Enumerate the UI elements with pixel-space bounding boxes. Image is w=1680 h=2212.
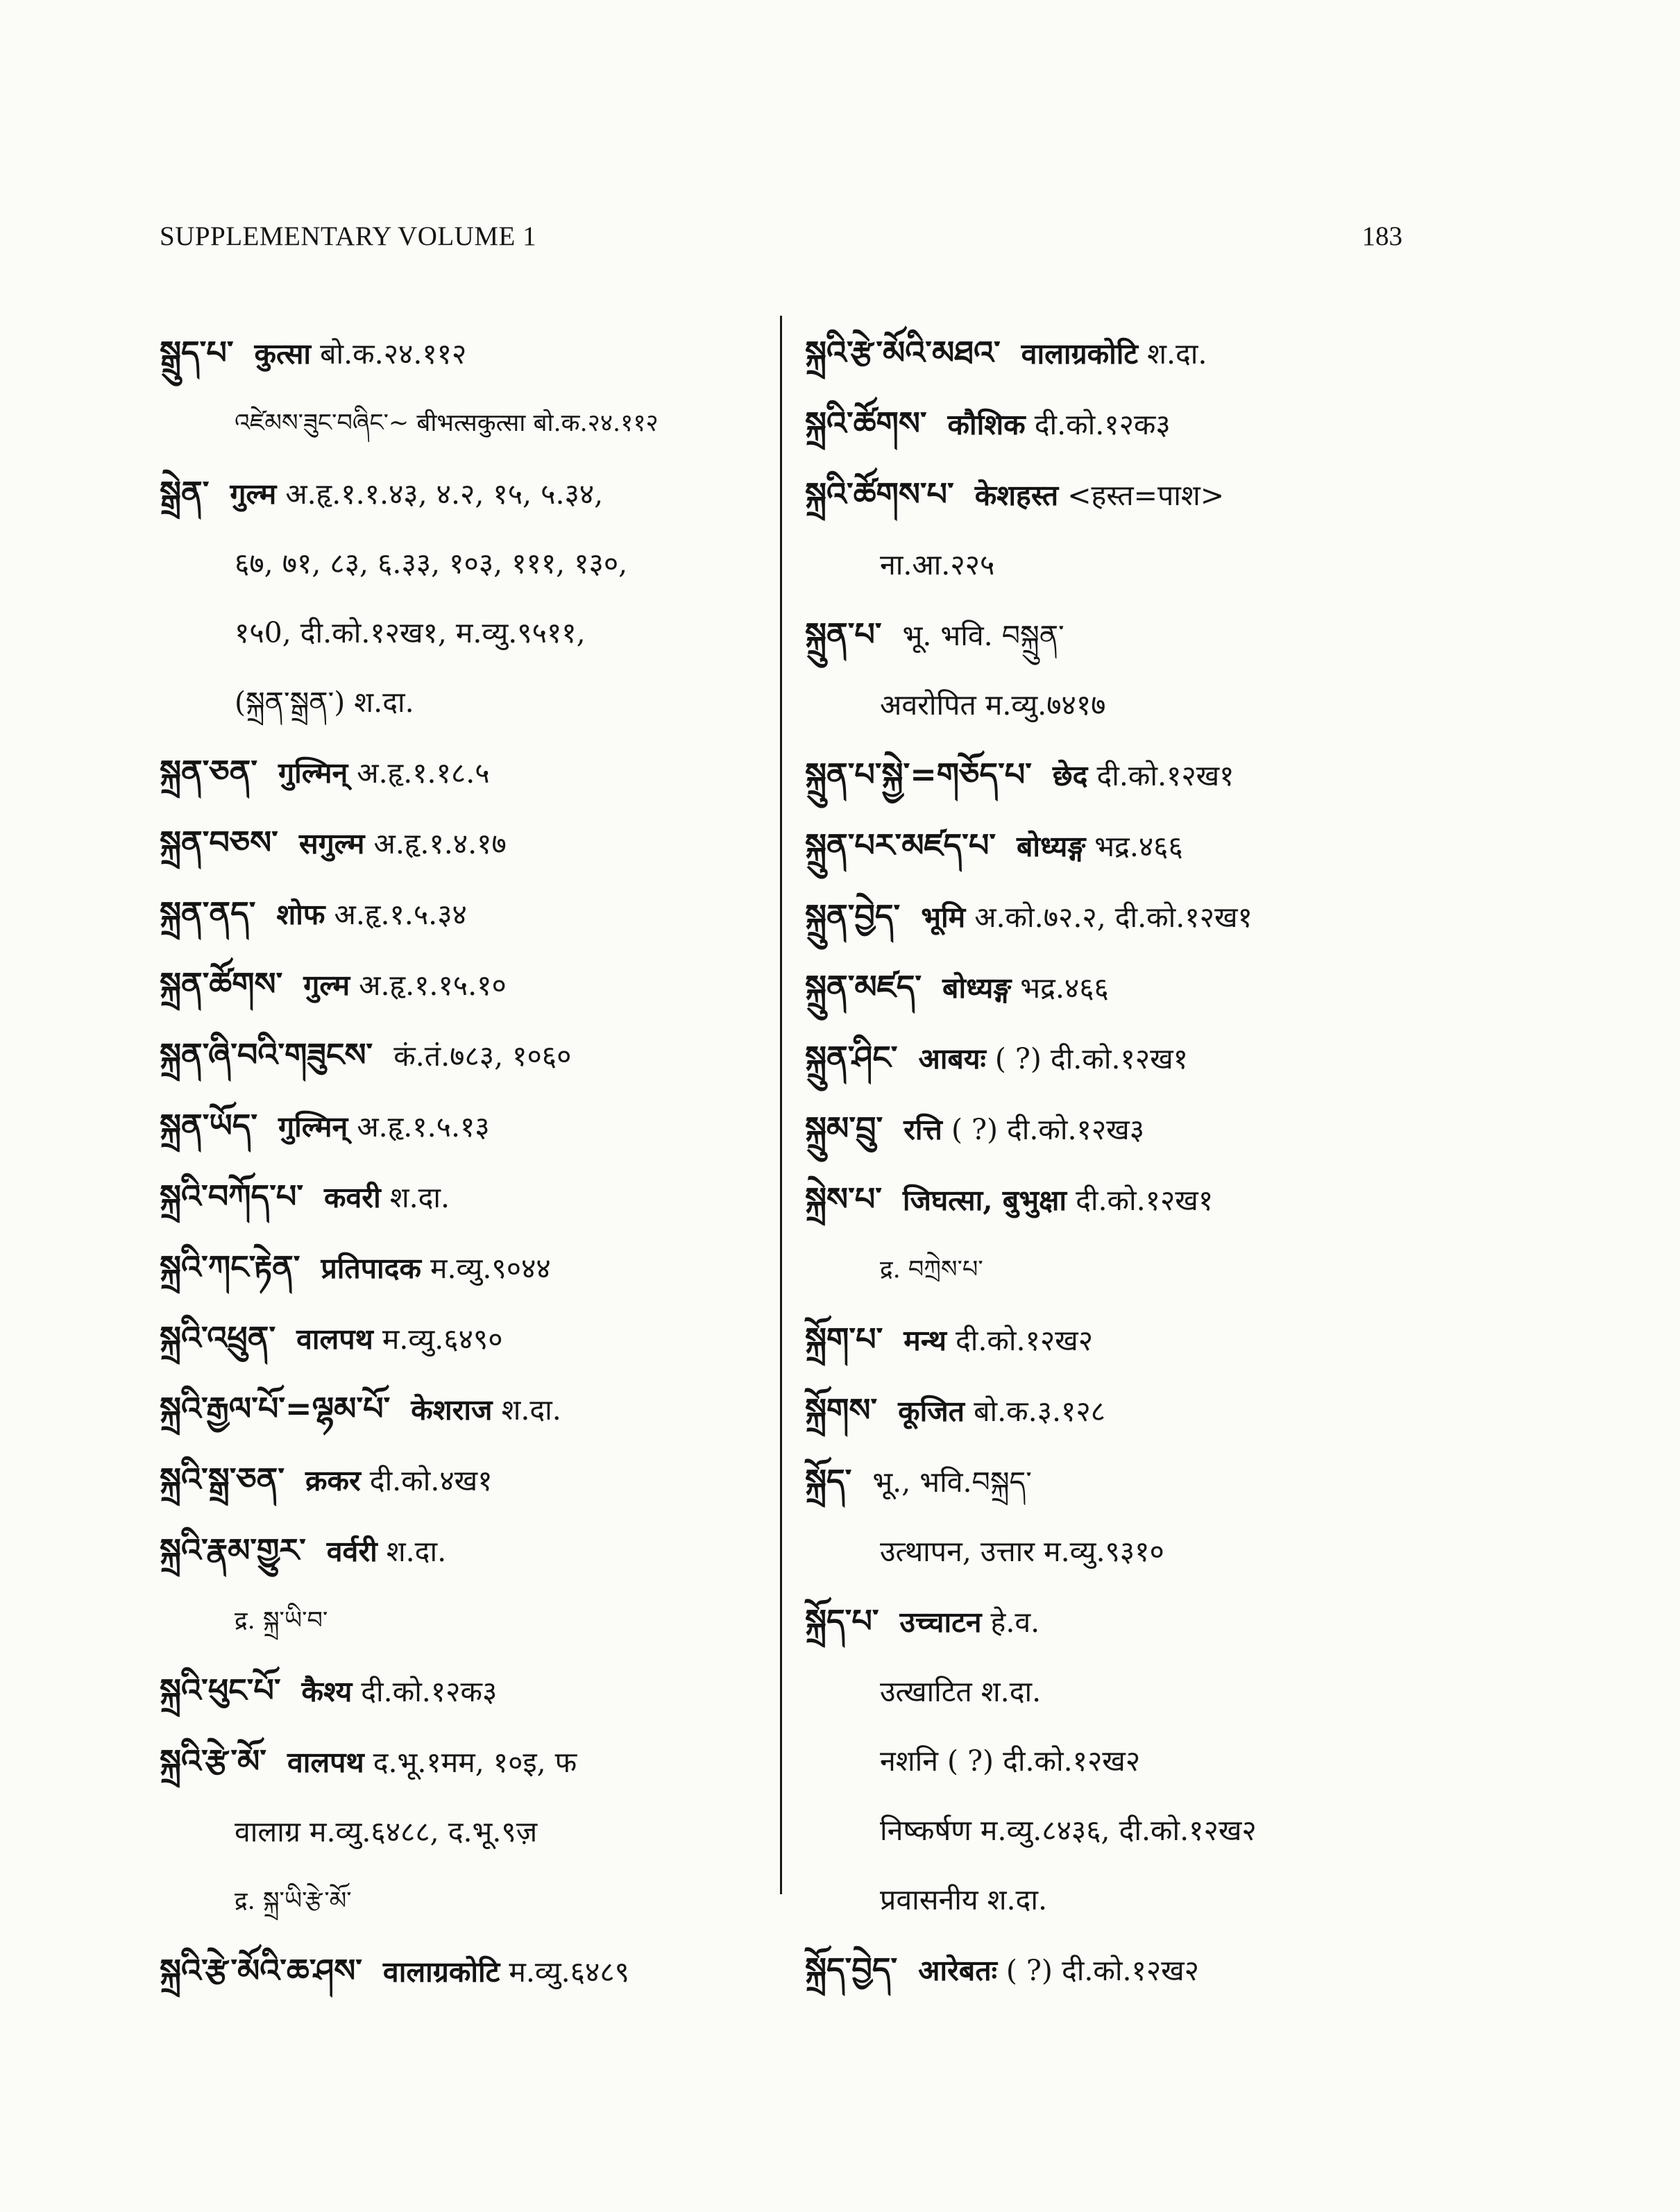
tibetan-headword: སྐྲའི་ཚོགས་པ་ xyxy=(805,475,954,513)
sanskrit-equivalent: गुल्म xyxy=(230,477,277,511)
source-reference: द.भू.१मम, १०इ, फ xyxy=(373,1746,577,1779)
source-reference: भू., भवि.བསྐྲད་ xyxy=(872,1465,1032,1499)
source-reference: भद्र.४६६ xyxy=(1020,971,1109,1005)
sanskrit-equivalent: रत्ति xyxy=(903,1113,942,1146)
tibetan-headword: སྐྲན་བཅས་ xyxy=(160,824,278,861)
tibetan-headword: སྐྲུན་པ་སྐྱེ་=གཅོད་པ་ xyxy=(805,756,1032,793)
sanskrit-equivalent: छेद xyxy=(1052,759,1088,792)
dictionary-entry xyxy=(160,1091,770,1162)
source-reference: दी.को.१२ख१ xyxy=(1076,1184,1214,1217)
column-divider xyxy=(780,316,782,1894)
sanskrit-equivalent: शोफ xyxy=(276,898,325,931)
source-reference: श.दा. xyxy=(501,1393,561,1427)
sanskrit-equivalent: प्रतिपादक xyxy=(321,1252,421,1285)
dictionary-entry xyxy=(805,1164,1416,1235)
continuation-line: (སྐྲན་སྒྲན་) श.दा. xyxy=(235,686,414,719)
sub-entry-line: འཛེམས་ཟུང་བཞིང་~ बीभत्सकुत्सा बो.क.२४.११२ xyxy=(235,409,659,437)
source-reference: अ.हृ.१.५.१३ xyxy=(357,1110,490,1143)
dictionary-entry xyxy=(160,1515,770,1586)
sanskrit-equivalent: वर्वरी xyxy=(326,1535,377,1568)
source-reference: ( ?) दी.को.१२ख१ xyxy=(994,1042,1188,1075)
tibetan-headword: སྐྲུམ་བྲུ་ xyxy=(805,1109,883,1147)
sub-entry-line: द्र. སྐྲ་ཡི་བ་ xyxy=(235,1607,328,1635)
dictionary-entry xyxy=(160,1020,770,1091)
dictionary-entry xyxy=(160,1656,770,1726)
tibetan-headword: སྐྲན་ཞི་བའི་གཟུངས་ xyxy=(160,1036,373,1073)
dictionary-entry xyxy=(805,1934,1416,2005)
sanskrit-equivalent: आबयः xyxy=(918,1042,986,1075)
dictionary-entry xyxy=(805,459,1416,530)
tibetan-headword: སྐྲའི་རྩེ་མོ་ xyxy=(160,1742,266,1780)
continuation-line: निष्कर्षण म.व्यु.८४३६, दी.को.१२ख२ xyxy=(880,1814,1257,1847)
dictionary-entry xyxy=(805,810,1416,881)
tibetan-headword: སྐྲའི་ཕུང་པོ་ xyxy=(160,1671,281,1709)
source-reference: दी.को.१२ख१ xyxy=(1096,759,1234,792)
continuation-line: उत्थापन, उत्तार म.व्यु.९३१० xyxy=(880,1535,1164,1568)
sanskrit-equivalent: मन्थ xyxy=(903,1324,947,1357)
sanskrit-equivalent: उच्चाटन xyxy=(899,1606,982,1639)
source-reference: बो.क.२४.११२ xyxy=(320,337,467,371)
dictionary-entry xyxy=(805,389,1416,459)
sanskrit-equivalent: गुल्मिन् xyxy=(278,756,348,790)
source-reference: <हस्त=पाश> xyxy=(1067,479,1225,512)
source-reference: श.दा. xyxy=(1147,337,1207,371)
dictionary-entry xyxy=(160,737,770,808)
tibetan-headword: སྐྲུན་ཤིང་ xyxy=(805,1039,898,1076)
continuation-line: वालाग्र म.व्यु.६४८८, द.भू.९ज़ xyxy=(235,1815,538,1848)
dictionary-entry xyxy=(805,1094,1416,1164)
tibetan-headword: སྐྲའི་ཚོགས་ xyxy=(805,405,927,442)
source-reference: दी.को.१२ख२ xyxy=(955,1324,1094,1357)
source-reference: ( ?) दी.को.१२ख२ xyxy=(1006,1954,1200,1987)
sanskrit-equivalent: वालाग्रकोटि xyxy=(1021,337,1139,371)
source-reference: श.दा. xyxy=(386,1535,447,1568)
tibetan-headword: སྐྲའི་རྣམ་གྱུར་ xyxy=(160,1531,306,1569)
continuation-line: १५0, दी.को.१२ख१, म.व्यु.९५११, xyxy=(235,616,586,649)
source-reference: दी.को.४ख१ xyxy=(369,1464,493,1497)
sanskrit-equivalent: भूमि xyxy=(921,901,966,934)
tibetan-headword: སྐྲའི་སྒྲ་ཅན་ xyxy=(160,1461,285,1498)
source-reference: म.व्यु.६४८९ xyxy=(509,1955,629,1989)
dictionary-entry xyxy=(160,1232,770,1303)
tibetan-headword: སྐྲུན་པ་ xyxy=(805,615,882,653)
source-reference: अ.हृ.१.१८.५ xyxy=(357,756,490,790)
sanskrit-equivalent: गुल्म xyxy=(303,969,350,1002)
sanskrit-equivalent: जिघत्सा, बुभुक्षा xyxy=(902,1184,1067,1217)
sanskrit-equivalent: कवरी xyxy=(324,1181,381,1214)
dictionary-entry xyxy=(805,740,1416,810)
left-column xyxy=(160,318,770,2007)
tibetan-headword: སྐྲོད་པ་ xyxy=(805,1602,879,1640)
sanskrit-equivalent: वालाग्रकोटि xyxy=(382,1955,500,1989)
sub-entry-line: द्र. བཀྲེས་པ་ xyxy=(880,1256,983,1284)
source-reference: भद्र.४६६ xyxy=(1094,830,1183,863)
sanskrit-equivalent: कुत्सा xyxy=(254,337,312,371)
dictionary-entry xyxy=(160,949,770,1020)
continuation-line: ६७, ७१, ८३, ६.३३, १०३, १११, १३०, xyxy=(235,547,628,580)
sanskrit-equivalent: वालपथ xyxy=(296,1322,373,1356)
tibetan-headword: སྐྲན་ཡོད་ xyxy=(160,1107,258,1144)
sanskrit-equivalent: कूजित xyxy=(898,1395,965,1428)
tibetan-headword: སྐྲུན་མཛད་ xyxy=(805,968,922,1005)
sanskrit-equivalent: आरेबतः xyxy=(918,1954,997,1987)
tibetan-headword: སྐྲའི་ཀང་རྟེན་ xyxy=(160,1248,300,1286)
tibetan-headword: སྐྲན་ནད་ xyxy=(160,894,256,932)
source-reference: म.व्यु.९०४४ xyxy=(430,1252,551,1285)
tibetan-headword: སྐྲུན་བྱེད་ xyxy=(805,897,901,935)
source-reference: कं.तं.७८३, १०६० xyxy=(393,1039,572,1073)
source-reference: अ.हृ.१.१.४३, ४.२, १५, ५.३४, xyxy=(285,477,604,511)
dictionary-entry xyxy=(805,1446,1416,1517)
dictionary-entry xyxy=(160,318,770,389)
dictionary-entry xyxy=(805,1375,1416,1446)
source-reference: भू. भवि. བསྐྲུན་ xyxy=(902,619,1064,652)
source-reference: ( ?) दी.को.१२ख३ xyxy=(951,1113,1145,1146)
source-reference: हे.व. xyxy=(990,1606,1040,1639)
tibetan-headword: སྐྲན་ཅན་ xyxy=(160,753,257,790)
source-reference: अ.हृ.१.१५.१० xyxy=(359,969,507,1002)
sanskrit-equivalent: वालपथ xyxy=(287,1746,364,1779)
dictionary-entry xyxy=(160,1936,770,2007)
dictionary-entry xyxy=(160,808,770,878)
tibetan-headword: སྐྲའི་བཀོད་པ་ xyxy=(160,1177,304,1215)
tibetan-headword: སྐྲོགས་ xyxy=(805,1391,878,1429)
source-reference: म.व्यु.६४९० xyxy=(382,1322,503,1356)
source-reference: दी.को.१२क३ xyxy=(361,1675,498,1708)
tibetan-headword: སྐྲའི་རྩེ་མོའི་མཐའ་ xyxy=(805,334,1001,371)
sanskrit-equivalent: सगुल्म xyxy=(298,827,365,860)
dictionary-entry xyxy=(805,1304,1416,1375)
dictionary-entry xyxy=(805,599,1416,670)
dictionary-entry xyxy=(805,881,1416,952)
sub-entry-line: द्र. སྐྲ་ཡི་རྩེ་མོ་ xyxy=(235,1887,352,1915)
tibetan-headword: སྐྲའི་འཕྲུན་ xyxy=(160,1319,276,1356)
continuation-line: ना.आ.२२५ xyxy=(880,548,995,581)
dictionary-entry xyxy=(160,1303,770,1374)
continuation-line: प्रवासनीय श.दा. xyxy=(880,1883,1047,1916)
tibetan-headword: སྐྲུན་པར་མཛད་པ་ xyxy=(805,826,996,864)
sanskrit-equivalent: कौशिक xyxy=(947,408,1026,441)
continuation-line: नशनि ( ?) दी.को.१२ख२ xyxy=(880,1744,1141,1778)
sanskrit-equivalent: क्रकर xyxy=(305,1464,361,1497)
tibetan-headword: སྐྲའི་རྩེ་མོའི་ཆ་ཤས་ xyxy=(160,1952,362,1989)
dictionary-entry xyxy=(160,1162,770,1232)
running-title: SUPPLEMENTARY VOLUME 1 xyxy=(160,221,537,251)
sanskrit-equivalent: केशहस्त xyxy=(974,479,1059,512)
sanskrit-equivalent: गुल्मिन् xyxy=(278,1110,348,1143)
tibetan-headword: སྒྲུད་པ་ xyxy=(160,334,234,371)
tibetan-headword: སྒྲེན་ xyxy=(160,474,210,511)
source-reference: अ.हृ.१.४.१७ xyxy=(373,827,507,860)
tibetan-headword: སྐྲེས་པ་ xyxy=(805,1180,882,1218)
sanskrit-equivalent: बोध्यङ्ग xyxy=(1017,830,1086,863)
source-reference: दी.को.१२क३ xyxy=(1034,408,1171,441)
tibetan-headword: སྐྲོག་པ་ xyxy=(805,1320,883,1358)
page-number: 183 xyxy=(1361,221,1402,251)
tibetan-headword: སྐྲན་ཚོགས་ xyxy=(160,965,283,1003)
tibetan-headword: སྐྲོད་བྱེད་ xyxy=(805,1950,898,1988)
source-reference: श.दा. xyxy=(389,1181,450,1214)
dictionary-entry xyxy=(805,318,1416,389)
dictionary-entry xyxy=(805,1023,1416,1094)
right-column xyxy=(805,318,1416,2005)
tibetan-headword: སྐྲོད་ xyxy=(805,1462,852,1499)
dictionary-entry xyxy=(160,1726,770,1797)
tibetan-headword: སྐྲའི་རྒྱལ་པོ་=ལྷམ་པོ་ xyxy=(160,1390,391,1427)
continuation-line: अवरोपित म.व्यु.७४१७ xyxy=(880,688,1106,722)
dictionary-entry xyxy=(160,1445,770,1515)
continuation-line: उत्खाटित श.दा. xyxy=(880,1675,1042,1708)
dictionary-entry xyxy=(805,1586,1416,1657)
dictionary-entry xyxy=(160,878,770,949)
sanskrit-equivalent: बोध्यङ्ग xyxy=(942,971,1012,1005)
dictionary-entry xyxy=(160,458,770,529)
source-reference: अ.हृ.१.५.३४ xyxy=(334,898,467,931)
dictionary-entry xyxy=(805,952,1416,1023)
sanskrit-equivalent: कैश्य xyxy=(301,1675,353,1708)
sanskrit-equivalent: केशराज xyxy=(411,1393,493,1427)
source-reference: बो.क.३.१२८ xyxy=(974,1395,1106,1428)
dictionary-entry xyxy=(160,1374,770,1445)
source-reference: अ.को.७२.२, दी.को.१२ख१ xyxy=(974,901,1253,934)
